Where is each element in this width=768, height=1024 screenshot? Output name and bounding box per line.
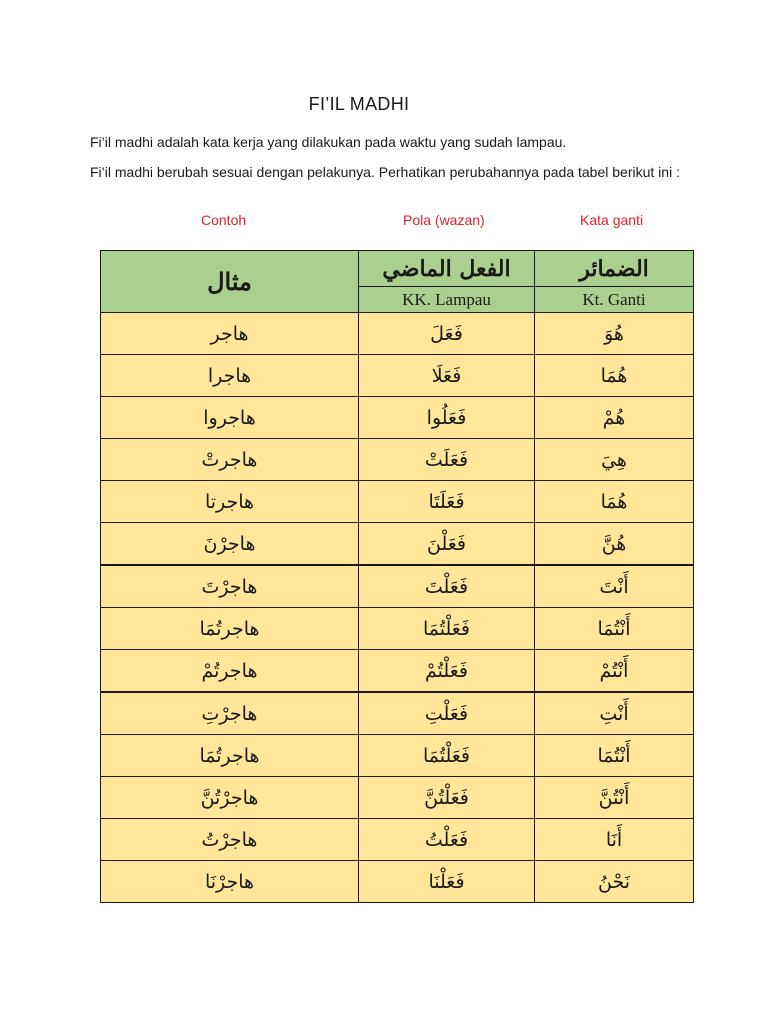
cell-pattern: فَعَلْتُ [359,819,535,861]
cell-pattern: فَعَلْتُمَا [359,735,535,777]
table-row [101,565,694,608]
table-row [101,439,694,481]
header-pattern-id: KK. Lampau [359,287,535,313]
cell-example: هاجرتُمَا [101,735,359,777]
table-row [101,650,694,693]
cell-example: هاجروا [101,397,359,439]
cell-pronoun: هُمَا [535,481,694,523]
table-row [101,819,694,861]
cell-pattern: فَعَلَا [359,355,535,397]
cell-example: هاجرا [101,355,359,397]
cell-pattern: فَعَلْتُمْ [359,650,535,693]
cell-example: هاجرْنَ [101,523,359,566]
header-pattern-ar: الفعل الماضي [359,251,535,287]
cell-pattern: فَعَلْنَ [359,523,535,566]
cell-example: هاجر [101,313,359,355]
cell-pronoun: هُوَ [535,313,694,355]
header-pronoun-id: Kt. Ganti [535,287,694,313]
header-example-ar: مثال [101,251,359,313]
cell-pattern: فَعَلْنَا [359,861,535,903]
caption-pattern: Pola (wazan) [403,212,485,228]
cell-pattern: فَعَلُوا [359,397,535,439]
cell-example: هاجرتْ [101,439,359,481]
cell-pronoun: أَنْتُمَا [535,735,694,777]
cell-pronoun: نَحْنُ [535,861,694,903]
table-row [101,777,694,819]
table-row [101,313,694,355]
cell-pattern: فَعَلَتَا [359,481,535,523]
cell-example: هاجرْتُنَّ [101,777,359,819]
cell-pattern: فَعَلْتُنَّ [359,777,535,819]
table-row [101,735,694,777]
cell-pattern: فَعَلَتْ [359,439,535,481]
cell-pronoun: هِيَ [535,439,694,481]
cell-example: هاجرْتُ [101,819,359,861]
table-header-row [101,251,694,287]
cell-pattern: فَعَلْتِ [359,692,535,735]
cell-example: هاجرتُمَا [101,608,359,650]
conjugation-table [100,250,694,903]
cell-pattern: فَعَلْتُمَا [359,608,535,650]
cell-pronoun: هُنَّ [535,523,694,566]
cell-pronoun: أَنْتَ [535,565,694,608]
cell-pronoun: أَنْتُنَّ [535,777,694,819]
cell-example: هاجرتا [101,481,359,523]
header-pronoun-ar: الضمائر [535,251,694,287]
cell-pattern: فَعَلْتَ [359,565,535,608]
cell-example: هاجرْتَ [101,565,359,608]
cell-pronoun: هُمْ [535,397,694,439]
cell-pronoun: أَنْتِ [535,692,694,735]
table-row [101,692,694,735]
cell-example: هاجرْنَا [101,861,359,903]
cell-pronoun: أَنْتُمَا [535,608,694,650]
table-row [101,481,694,523]
caption-pronoun: Kata ganti [580,212,644,228]
cell-pattern: فَعَلَ [359,313,535,355]
caption-example: Contoh [201,212,247,228]
table-row [101,861,694,903]
table-row [101,355,694,397]
table-row [101,397,694,439]
table-row [101,523,694,566]
definition-paragraph: Fi’il madhi adalah kata kerja yang dilakukan pada waktu yang sudah lampau. [90,134,567,150]
cell-pronoun: هُمَا [535,355,694,397]
cell-example: هاجرْتِ [101,692,359,735]
cell-pronoun: أَنَا [535,819,694,861]
instruction-paragraph: Fi’il madhi berubah sesuai dengan pelakunya. Perhatikan perubahannya pada tabel berikut ini : [90,164,680,180]
cell-pronoun: أَنْتُمْ [535,650,694,693]
cell-example: هاجرتُمْ [101,650,359,693]
table-row [101,608,694,650]
page-title: FI’IL MADHI [308,94,410,114]
